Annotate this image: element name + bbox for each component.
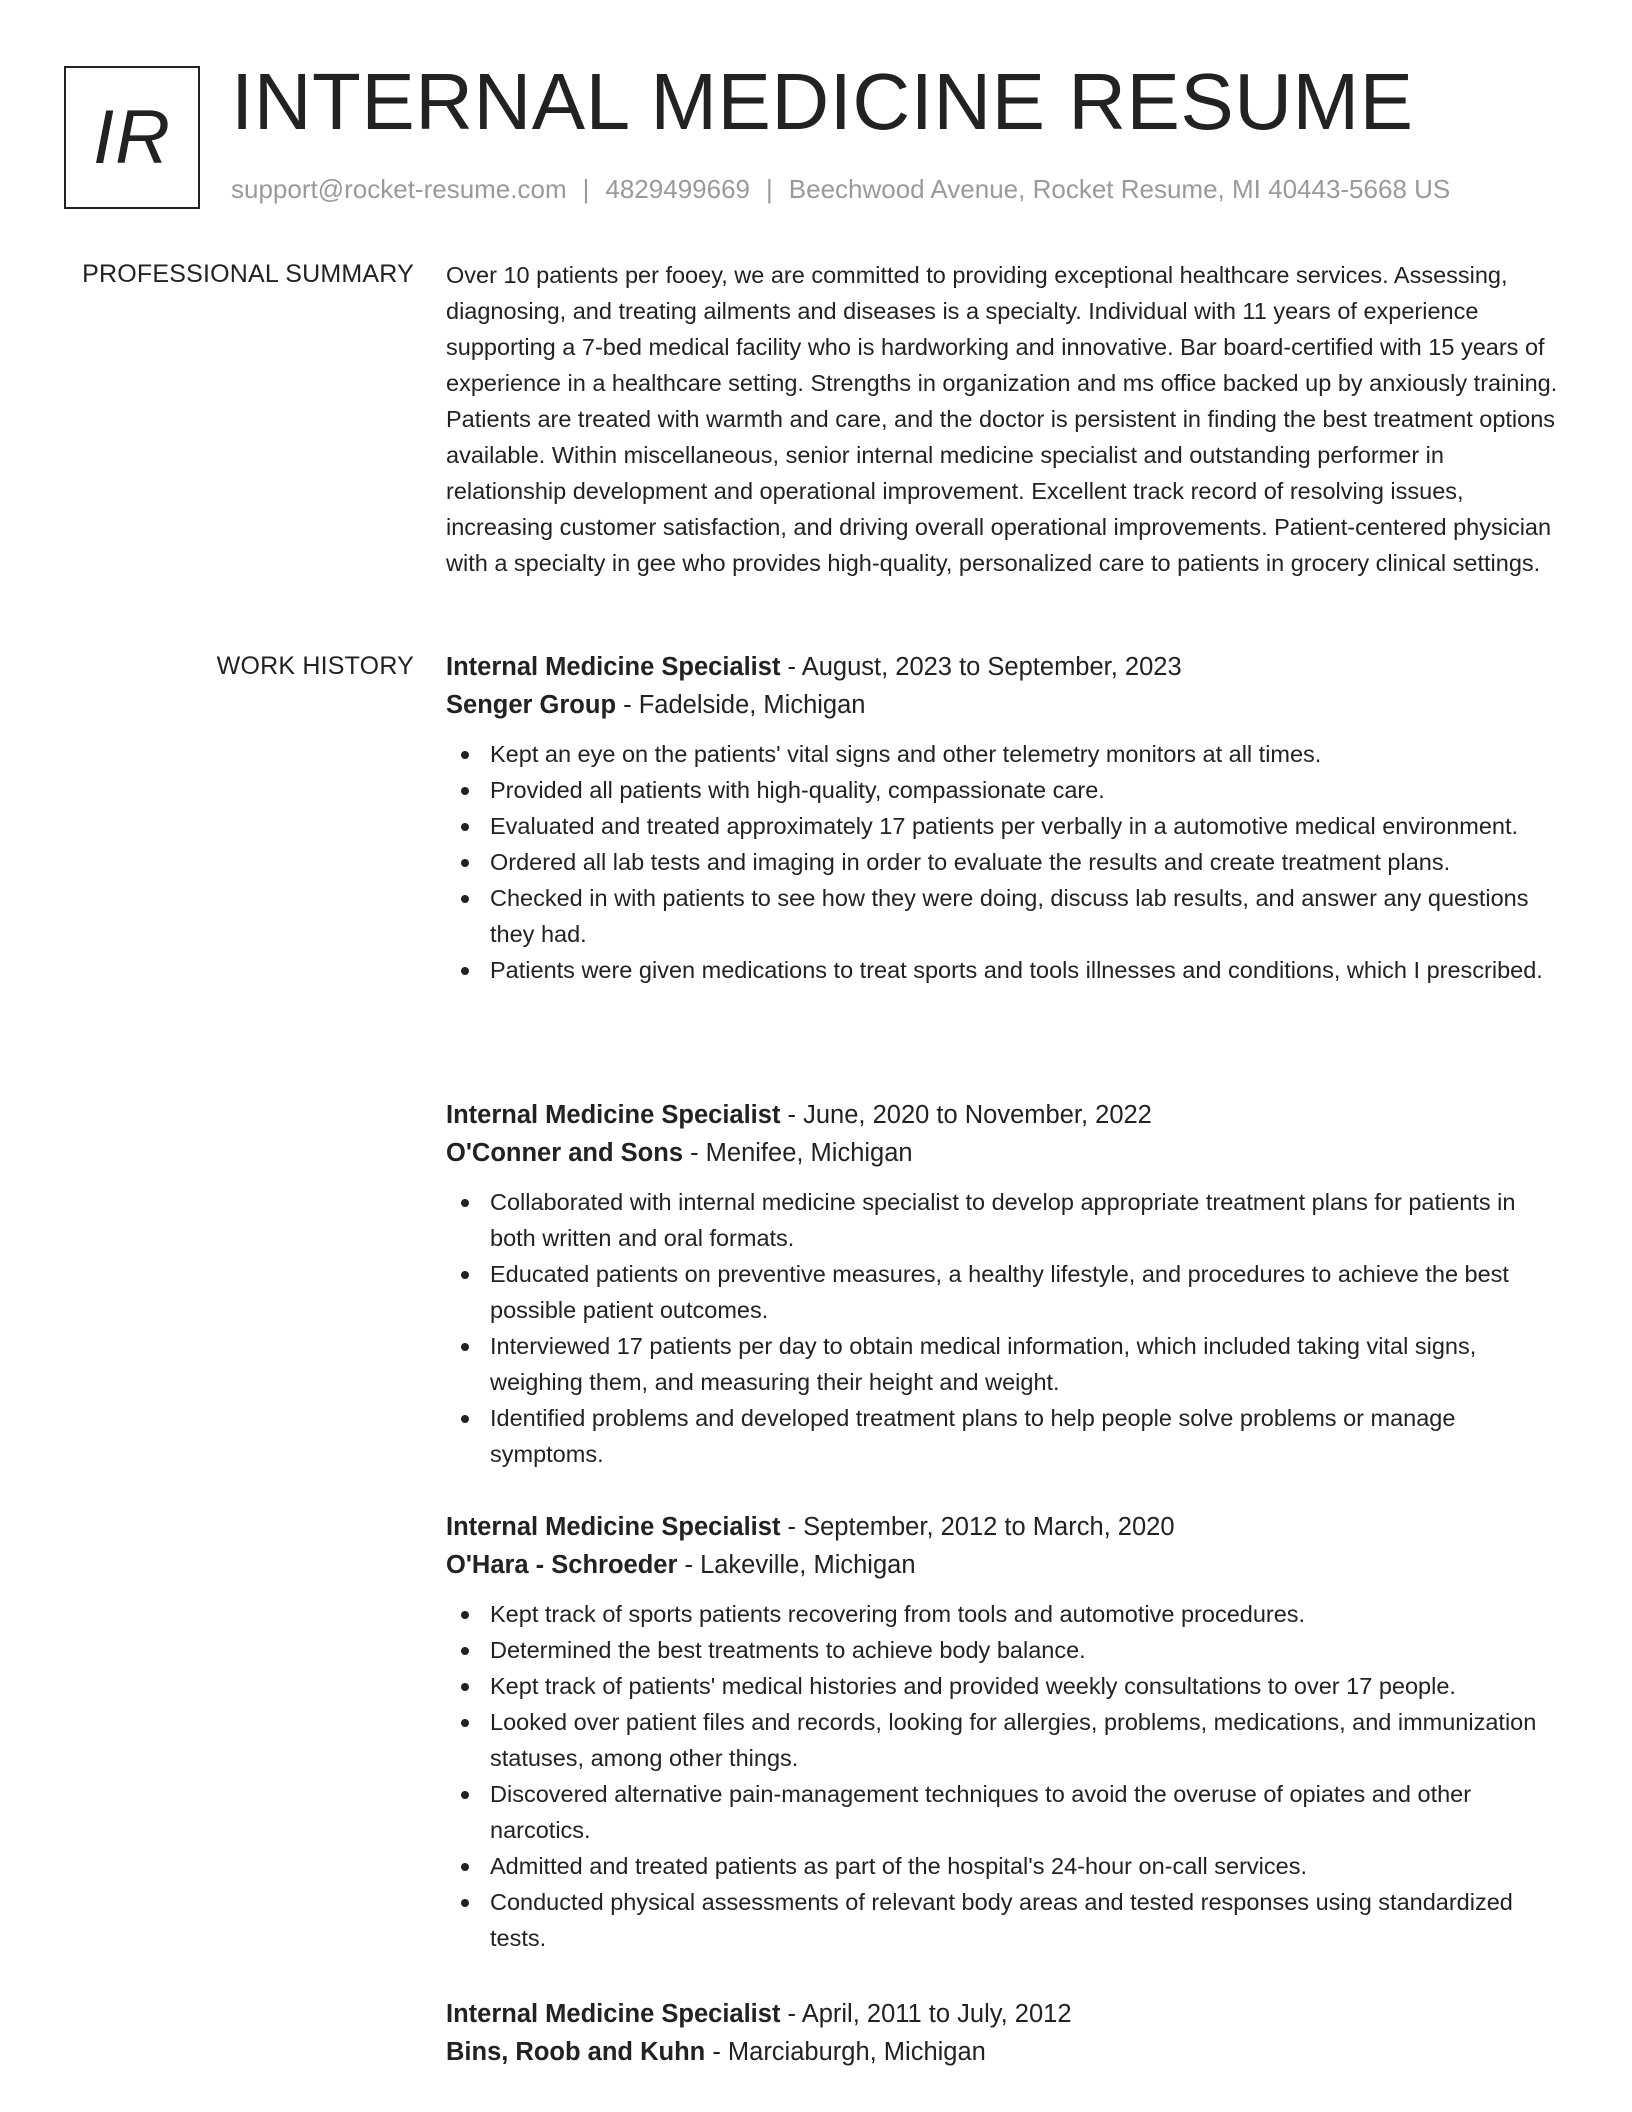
duty-list — [446, 736, 1566, 988]
job-entry — [446, 1995, 1566, 2071]
duty-item: Identified problems and developed treatment plans to help people solve problems or manage symptoms. — [446, 1400, 1566, 1472]
duty-item: Collaborated with internal medicine specialist to develop appropriate treatment plans for patients in both written and oral formats. — [446, 1184, 1566, 1256]
duty-item: Ordered all lab tests and imaging in order to evaluate the results and create treatment plans. — [446, 844, 1566, 880]
duty-list — [446, 1184, 1566, 1472]
duty-item: Discovered alternative pain-management techniques to avoid the overuse of opiates and other narcotics. — [446, 1776, 1566, 1848]
contact-separator: | — [766, 174, 773, 204]
monogram-initials: IR — [93, 95, 171, 180]
job-title: Internal Medicine Specialist — [446, 1513, 781, 1541]
work-history-heading: WORK HISTORY — [216, 652, 414, 680]
contact-line — [231, 174, 1450, 205]
duty-item: Kept an eye on the patients' vital signs and other telemetry monitors at all times. — [446, 736, 1566, 772]
employer-location: - Menifee, Michigan — [683, 1139, 913, 1167]
duty-item: Kept track of patients' medical histories and provided weekly consultations to over 17 people. — [446, 1668, 1566, 1704]
duty-item: Admitted and treated patients as part of the hospital's 24-hour on-call services. — [446, 1848, 1566, 1884]
job-title-line — [446, 1995, 1566, 2033]
employer-location: - Marciaburgh, Michigan — [705, 2038, 986, 2066]
employer-location: - Fadelside, Michigan — [616, 691, 866, 719]
job-dates: - September, 2012 to March, 2020 — [780, 1513, 1175, 1541]
monogram-box — [64, 66, 200, 209]
contact-phone[interactable]: 4829499669 — [605, 174, 750, 204]
employer-line — [446, 2033, 1566, 2071]
duty-item: Kept track of sports patients recovering from tools and automotive procedures. — [446, 1596, 1566, 1632]
contact-separator: | — [582, 174, 590, 204]
duty-item: Patients were given medications to treat sports and tools illnesses and conditions, which I prescribed. — [446, 952, 1566, 988]
duty-item: Educated patients on preventive measures, a healthy lifestyle, and procedures to achieve the best possible patient outcomes. — [446, 1256, 1566, 1328]
duty-item: Interviewed 17 patients per day to obtain medical information, which included taking vital signs, weighing them, and measuring their height and weight. — [446, 1328, 1566, 1400]
job-title: Internal Medicine Specialist — [446, 653, 781, 681]
contact-email[interactable]: support@rocket-resume.com — [231, 174, 567, 204]
duty-item: Determined the best treatments to achieve body balance. — [446, 1632, 1566, 1668]
employer-name: O'Hara - Schroeder — [446, 1551, 678, 1579]
resume-title: INTERNAL MEDICINE RESUME — [231, 57, 1414, 146]
job-title: Internal Medicine Specialist — [446, 1101, 781, 1129]
job-title-line — [446, 648, 1566, 686]
job-dates: - August, 2023 to September, 2023 — [780, 653, 1182, 681]
job-entry — [446, 648, 1566, 988]
duty-item: Provided all patients with high-quality, compassionate care. — [446, 772, 1566, 808]
employer-name: O'Conner and Sons — [446, 1139, 683, 1167]
employer-line — [446, 1134, 1566, 1172]
job-title-line — [446, 1096, 1566, 1134]
employer-name: Senger Group — [446, 691, 617, 719]
duty-item: Evaluated and treated approximately 17 patients per verbally in a automotive medical environment. — [446, 808, 1566, 844]
summary-text: Over 10 patients per fooey, we are committed to providing exceptional healthcare services. Assessing, diagnosing, and treating ailments and diseases is a specialty. Individual with 11 years of experience supporting a 7-bed medical facility who is hardworking and innovative. Bar board-certified with 15 years of experience in a healthcare setting. Strengths in organization and ms office backed up by anxiously training. Patients are treated with warmth and care, and the doctor is persistent in finding the best treatment options available. Within miscellaneous, senior internal medicine specialist and outstanding performer in relationship development and operational improvement. Excellent track record of resolving issues, increasing customer satisfaction, and driving overall operational improvements. Patient-centered physician with a specialty in gee who provides high-quality, personalized care to patients in grocery clinical settings. — [446, 262, 1558, 576]
duty-item: Checked in with patients to see how they were doing, discuss lab results, and answer any questions they had. — [446, 880, 1566, 952]
employer-line — [446, 1546, 1566, 1584]
employer-location: - Lakeville, Michigan — [677, 1551, 916, 1579]
duty-item: Looked over patient files and records, looking for allergies, problems, medications, and immunization statuses, among other things. — [446, 1704, 1566, 1776]
job-title-line — [446, 1508, 1566, 1546]
contact-address: Beechwood Avenue, Rocket Resume, MI 40443-5668 US — [788, 174, 1451, 204]
employer-name: Bins, Roob and Kuhn — [446, 2038, 706, 2066]
job-dates: - April, 2011 to July, 2012 — [780, 2000, 1072, 2028]
job-entry — [446, 1508, 1566, 1956]
summary-heading: PROFESSIONAL SUMMARY — [82, 260, 414, 288]
duty-list — [446, 1596, 1566, 1956]
job-title: Internal Medicine Specialist — [446, 2000, 781, 2028]
job-entry — [446, 1096, 1566, 1472]
employer-line — [446, 686, 1566, 724]
job-dates: - June, 2020 to November, 2022 — [780, 1101, 1152, 1129]
duty-item: Conducted physical assessments of relevant body areas and tested responses using standardized tests. — [446, 1884, 1566, 1956]
